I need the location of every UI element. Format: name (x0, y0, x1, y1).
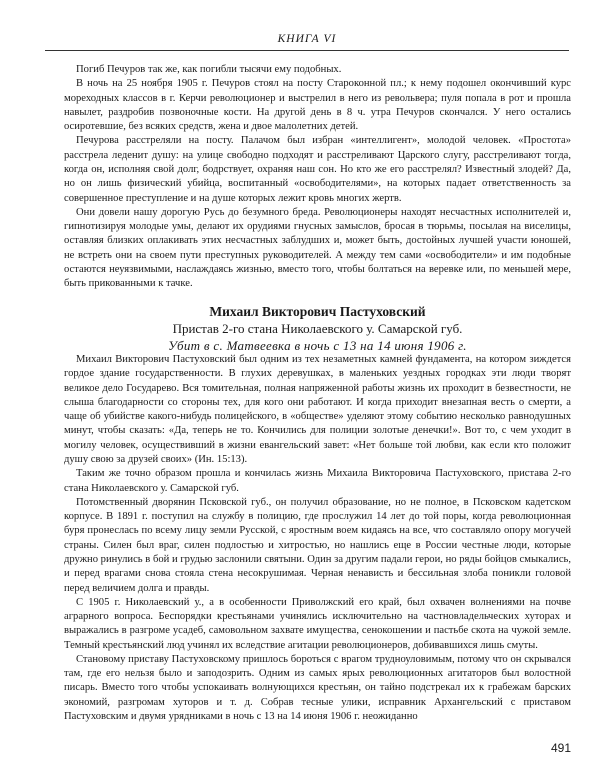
bio-text (64, 353, 571, 724)
paragraph: Погиб Печуров так же, как погибли тысячи ему подобных. (76, 64, 342, 75)
paragraph: Печурова расстреляли на посту. Палачом был избран «интеллигент», молодой человек. «Простота» расстрела леденит душу: на улице свободно подходят и расстреливают Царского слугу, расстреливают тогда, когда он, исполняя свой долг, бодрствует, охраняя наш сон. Но кто же его расстрелял? Известный злодей? Да, но он лишь физический убийца, воспитанный «освободителями», на которых падает ответственность за совершенное преступление и на душе которых лежит кровь многих жертв. (64, 135, 571, 204)
paragraph: Становому приставу Пастуховскому пришлось бороться с врагом трудноуловимым, потому что он скрывался там, где его нельзя было и заподозрить. Одним из самых ярых революционных агитаторов был волостной писарь. Вместо того чтобы успокаивать волнующихся крестьян, он тайно подстрекал их к грабежам барских экономий, разгромам хуторов и т. д. Собрав тесные улики, исправник Архангельский с приставом Пастуховским и двумя урядниками в ночь с 13 на 14 июня 1906 г. неожиданно (64, 653, 571, 723)
intro-text (64, 63, 571, 292)
paragraph: Михаил Викторович Пастуховский был одним из тех незаметных камней фундамента, на котором зиждется гордое здание государственности. В глухих деревушках, в маленьких уездных городках эти люди творят великое дело Государево. Вся томительная, полная напряженной работы жизнь их проходит в безвестности, не слыша благодарности со стороны тех, для кого они работают. И когда приходит внезапная весть о смерти, а чаще об убийстве какого-нибудь полицейского, в «обществе» уделяют этому событию несколько равнодушных минут, чтобы сказать: «Да, теперь не то. Кончились для полиции золотые денечки!». Вот то, с чем уходит в могилу человек, осуществивший в жизни евангельский завет: «Нет больше той любви, как если кто положит душу свою за друзей своих» (Ин. 15:13). (64, 354, 571, 465)
section-death-note: Убит в с. Матвеевка в ночь с 13 на 14 июня 1906 г. (168, 338, 467, 353)
section-name: Михаил Викторович Пастуховский (209, 304, 426, 319)
header-rule (45, 50, 569, 51)
paragraph: В ночь на 25 ноября 1905 г. Печуров стоял на посту Староконной пл.; к нему подошел окончивший курс мореходных классов в г. Керчи революционер и выстрелил в него из револьвера; пуля попала в рот и прошла навылет, раздробив позвоночные кости. На другой день в 8 ч. утра Печуров скончался. У него остались осиротевшие, без всяких средств, жена и двое малолетних детей. (64, 78, 571, 133)
paragraph: Таким же точно образом прошла и кончилась жизнь Михаила Викторовича Пастуховского, пристава 2-го стана Николаевского у. Самарской губ. (64, 468, 571, 494)
section-position: Пристав 2-го стана Николаевского у. Самарской губ. (172, 321, 463, 336)
paragraph: Они довели нашу дорогую Русь до безумного бреда. Революционеры находят несчастных исполнителей и, гипнотизируя молодые умы, делают их орудиями гнусных замыслов, бросая в тюрьмы, посылая на виселицы, оставляя близких оплакивать этих несчастных заблудших и, может быть, достойных лучшей участи юношей, не встреть они на своем пути преступных руководителей. А между тем сами «освободители» и им подобные остаются неуязвимыми, наслаждаясь жизнью, вместо того, чтобы болтаться на веревке или, по меньшей мере, быть прикованными к тачке. (64, 206, 571, 290)
paragraph: С 1905 г. Николаевский у., а в особенности Приволжский его край, был охвачен волнениями на почве аграрного вопроса. Беспорядки крестьянами учинялись исключительно на частновладельческих хуторах и выражались в разгроме усадеб, самовольном захвате имущества, сенокошении и пастьбе скота на чужой земле. Темный крестьянский люд учинял их вследствие агитации революционеров, добивавшихся лишь смуты. (64, 596, 571, 651)
running-header: КНИГА VI (277, 33, 337, 45)
page-number: 491 (550, 741, 571, 755)
section-title-block (64, 303, 571, 354)
paragraph: Потомственный дворянин Псковской губ., он получил образование, но не полное, в Псковском кадетском корпусе. В 1891 г. поступил на службу в полицию, где прослужил 14 лет до той поры, когда революционная буря пронеслась по всему лицу земли Русской, с яростным воем кидаясь на все, что составляло опору могучей страны. Силен был враг, силен подлостью и хитростью, но нашлись еще в России честные люди, которые дружно ринулись в бой и грудью заслонили святыни. Один за другим падали герои, но ряды бойцов смыкались, и перед врагами снова стояла стена несокрушимая. Черная ненависть и бессильная злоба поникли головой перед величием долга и правды. (64, 496, 571, 594)
